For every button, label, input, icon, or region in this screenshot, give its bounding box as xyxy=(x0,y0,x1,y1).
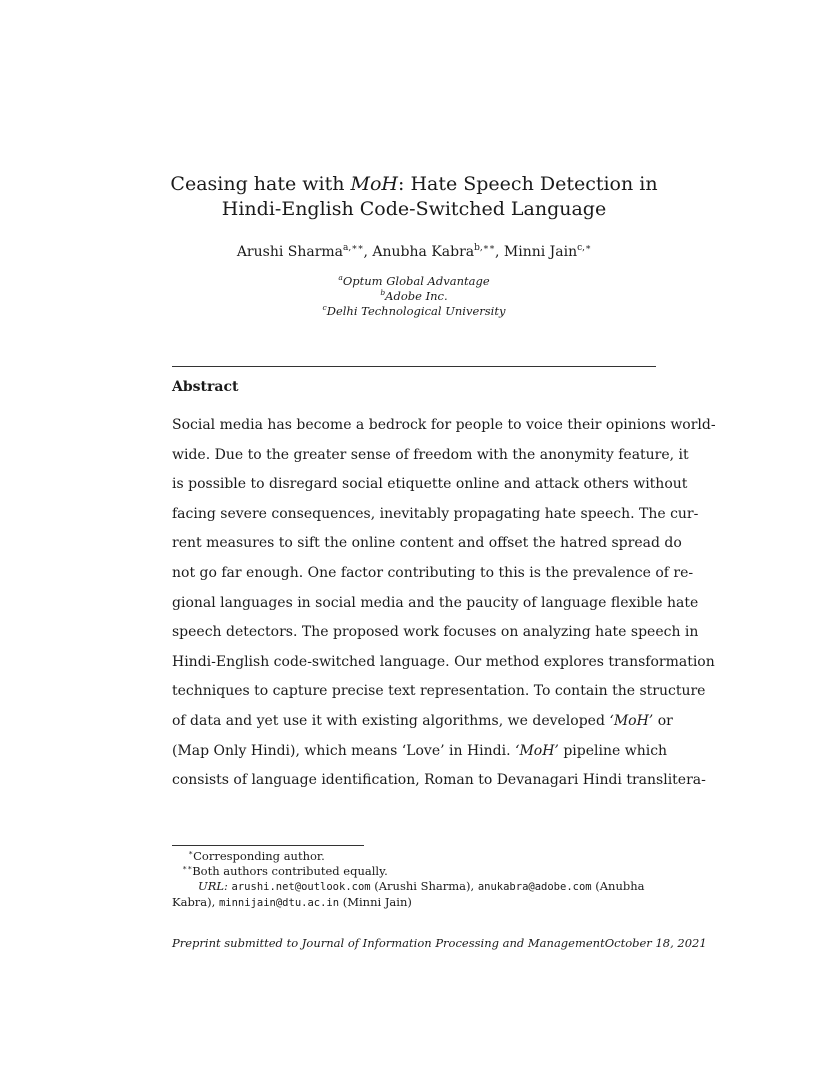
affiliation-item: $^a$Optum Global Advantage xyxy=(338,273,490,288)
author-marks: a,∗∗ xyxy=(343,243,364,253)
author-marks: c,∗ xyxy=(577,243,592,253)
email-link[interactable]: arushi.net@outlook.com xyxy=(231,881,371,893)
footnote-corresponding: ∗Corresponding author. xyxy=(188,848,325,863)
author-marks: b,∗∗ xyxy=(474,243,495,253)
footnote-divider xyxy=(172,845,364,846)
abstract-heading: Abstract xyxy=(172,379,239,395)
email-link[interactable]: anukabra@adobe.com xyxy=(477,881,592,893)
author-name: Minni Jain xyxy=(503,244,578,260)
footnote-url-continued: Kabra), minnijain@dtu.ac.in (Minni Jain) xyxy=(172,895,412,909)
abstract-line: rent measures to sift the online content and offset the hatred spread do xyxy=(172,535,682,552)
email-link[interactable]: minnijain@dtu.ac.in xyxy=(218,897,340,909)
abstract-line: speech detectors. The proposed work focuses on analyzing hate speech in xyxy=(172,624,699,641)
author-list: Arushi Sharma$^{a,∗∗}$, Anubha Kabra$^{b,∗∗}$, Minni Jain$^{c,∗}$ xyxy=(236,243,592,260)
abstract-line: facing severe consequences, inevitably propagating hate speech. The cur- xyxy=(172,505,699,522)
title-emphasis: MoH xyxy=(350,173,398,195)
abstract-line: wide. Due to the greater sense of freedom with the anonymity feature, it xyxy=(172,446,689,463)
affiliation-list xyxy=(150,274,678,319)
footnote-url: URL: arushi.net@outlook.com (Arushi Sharma), anukabra@adobe.com (Anubha xyxy=(198,879,645,893)
abstract-line: Social media has become a bedrock for people to voice their opinions world- xyxy=(172,417,716,433)
abstract-body xyxy=(172,411,716,796)
title-line-2: Hindi-English Code-Switched Language xyxy=(221,198,607,220)
section-divider xyxy=(172,366,656,367)
abstract-line: (Map Only Hindi), which means ‘Love’ in Hindi. ‘MoH’ pipeline which xyxy=(172,742,668,759)
pipeline-name: ‘MoH’ xyxy=(609,712,654,729)
author-name: Arushi Sharma xyxy=(236,244,344,260)
author-name: Anubha Kabra xyxy=(372,244,475,260)
paper-title xyxy=(150,172,678,222)
abstract-line: Hindi-English code-switched language. Our method explores transformation xyxy=(172,653,715,670)
abstract-line: gional languages in social media and the paucity of language flexible hate xyxy=(172,594,699,611)
abstract-line: techniques to capture precise text representation. To contain the structure xyxy=(172,683,706,700)
abstract-line: not go far enough. One factor contributing to this is the prevalence of re- xyxy=(172,564,694,581)
affiliation-item: $^c$Delhi Technological University xyxy=(322,303,506,318)
preprint-line xyxy=(172,936,707,951)
pipeline-name: ‘MoH’ xyxy=(515,742,559,759)
preprint-journal: Preprint submitted to Journal of Information Processing and Management xyxy=(172,936,605,950)
affiliation-item: $^b$Adobe Inc. xyxy=(380,288,448,303)
abstract-line: of data and yet use it with existing algorithms, we developed ‘MoH’ or xyxy=(172,712,673,729)
title-line-1: Ceasing hate with MoH: Hate Speech Detection in xyxy=(170,173,658,195)
footnotes xyxy=(172,849,656,911)
abstract-line: consists of language identification, Roman to Devanagari Hindi translitera- xyxy=(172,772,706,789)
abstract-line: is possible to disregard social etiquette online and attack others without xyxy=(172,476,688,493)
preprint-date: October 18, 2021 xyxy=(604,936,707,950)
footnote-equal-contribution: ∗∗Both authors contributed equally. xyxy=(182,863,388,878)
